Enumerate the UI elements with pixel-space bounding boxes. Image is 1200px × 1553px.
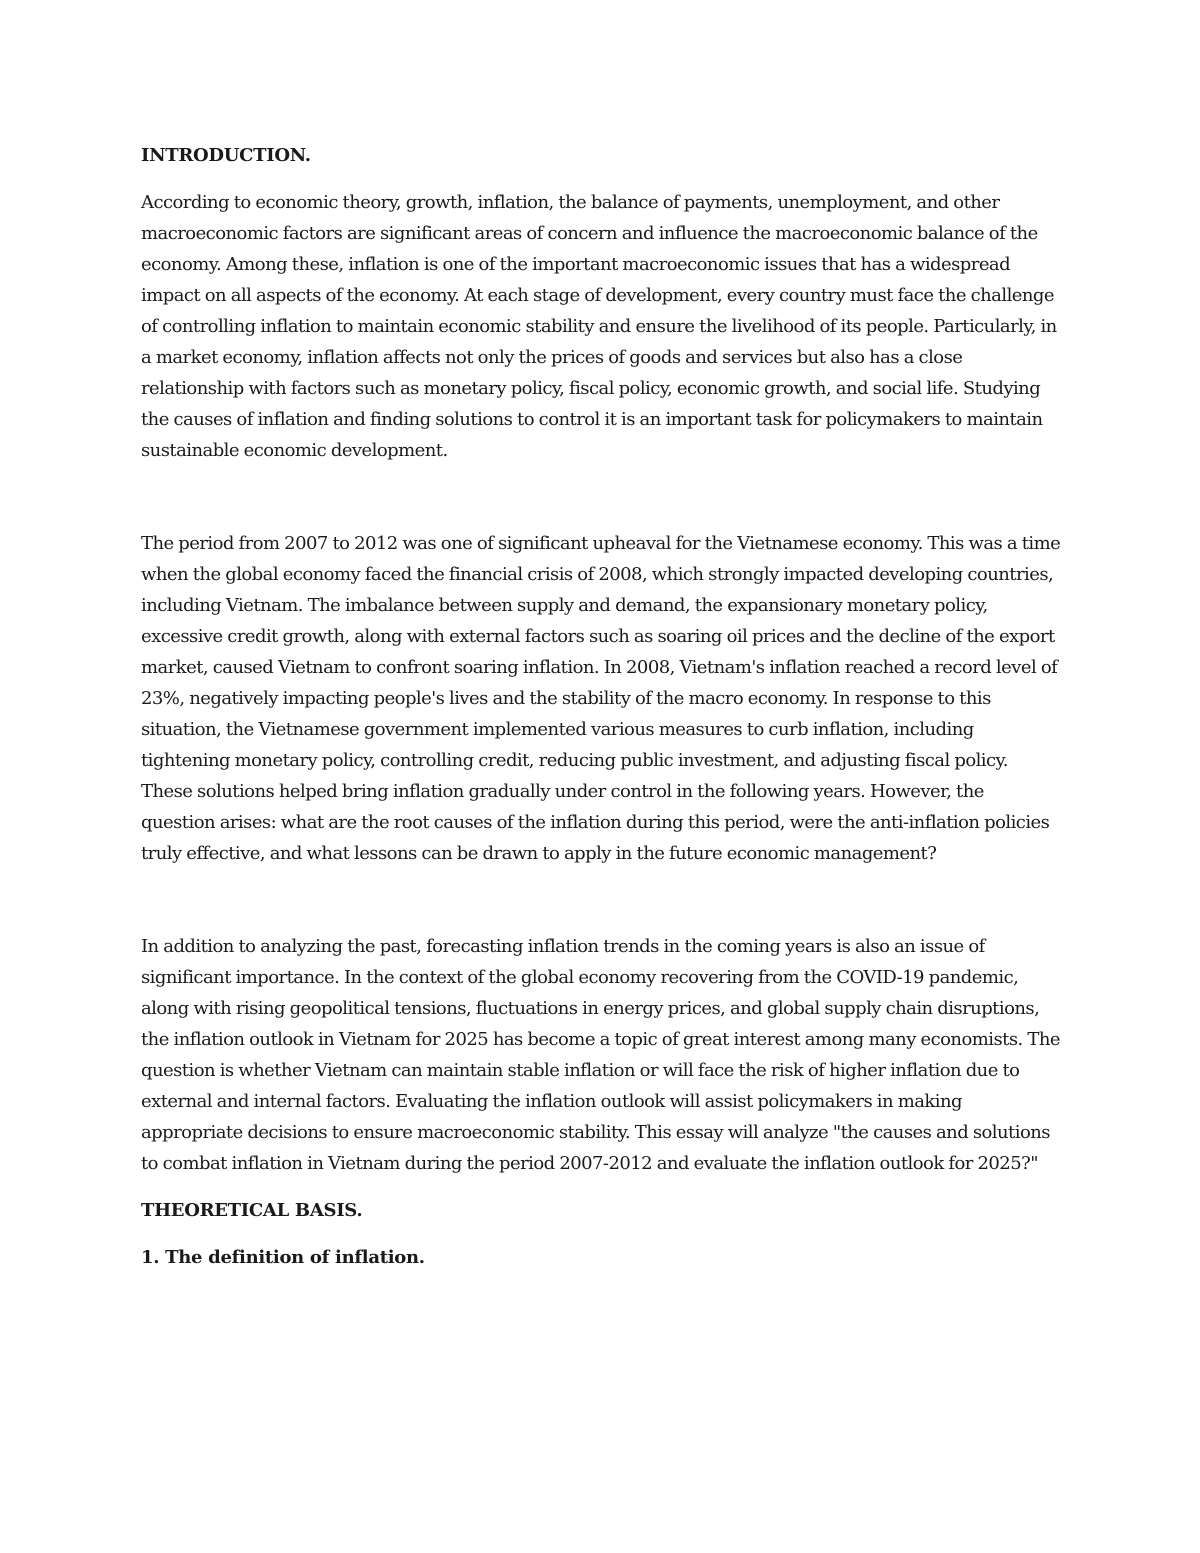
intro-paragraph-1: According to economic theory, growth, inflation, the balance of payments, unemployment, and other macroeconomic factors are significant areas of concern and influence the macroeconomic balance of the economy. Among these, inflation is one of the important macroeconomic issues that has a widespread impact on all aspects of the economy. At each stage of development, every country must face the challenge of controlling inflation to maintain economic stability and ensure the livelihood of its people. Particularly, in a market economy, inflation affects not only the prices of goods and services but also has a close relationship with factors such as monetary policy, fiscal policy, economic growth, and social life. Studying the causes of inflation and finding solutions to control it is an important task for policymakers to maintain sustainable economic development. xyxy=(141,192,1057,461)
intro-paragraph-3: In addition to analyzing the past, forecasting inflation trends in the coming years is also an issue of significant importance. In the context of the global economy recovering from the COVID-19 pandemic, along with rising geopolitical tensions, fluctuations in energy prices, and global supply chain disruptions, the inflation outlook in Vietnam for 2025 has become a topic of great interest among many economists. The question is whether Vietnam can maintain stable inflation or will face the risk of higher inflation due to external and internal factors. Evaluating the inflation outlook will assist policymakers in making appropriate decisions to ensure macroeconomic stability. This essay will analyze "the causes and solutions to combat inflation in Vietnam during the period 2007-2012 and evaluate the inflation outlook for 2025?" xyxy=(141,936,1060,1174)
document-page xyxy=(141,140,1061,1273)
definition-subheading: 1. The definition of inflation. xyxy=(141,1247,425,1268)
theoretical-basis-heading: THEORETICAL BASIS. xyxy=(141,1200,363,1221)
intro-paragraph-2: The period from 2007 to 2012 was one of significant upheaval for the Vietnamese economy. This was a time when the global economy faced the financial crisis of 2008, which strongly impacted developing countries, including Vietnam. The imbalance between supply and demand, the expansionary monetary policy, excessive credit growth, along with external factors such as soaring oil prices and the decline of the export market, caused Vietnam to confront soaring inflation. In 2008, Vietnam's inflation reached a record level of 23%, negatively impacting people's lives and the stability of the macro economy. In response to this situation, the Vietnamese government implemented various measures to curb inflation, including tightening monetary policy, controlling credit, reducing public investment, and adjusting fiscal policy. These solutions helped bring inflation gradually under control in the following years. However, the question arises: what are the root causes of the inflation during this period, were the anti-inflation policies truly effective, and what lessons can be drawn to apply in the future economic management? xyxy=(141,533,1061,864)
introduction-heading: INTRODUCTION. xyxy=(141,145,311,166)
